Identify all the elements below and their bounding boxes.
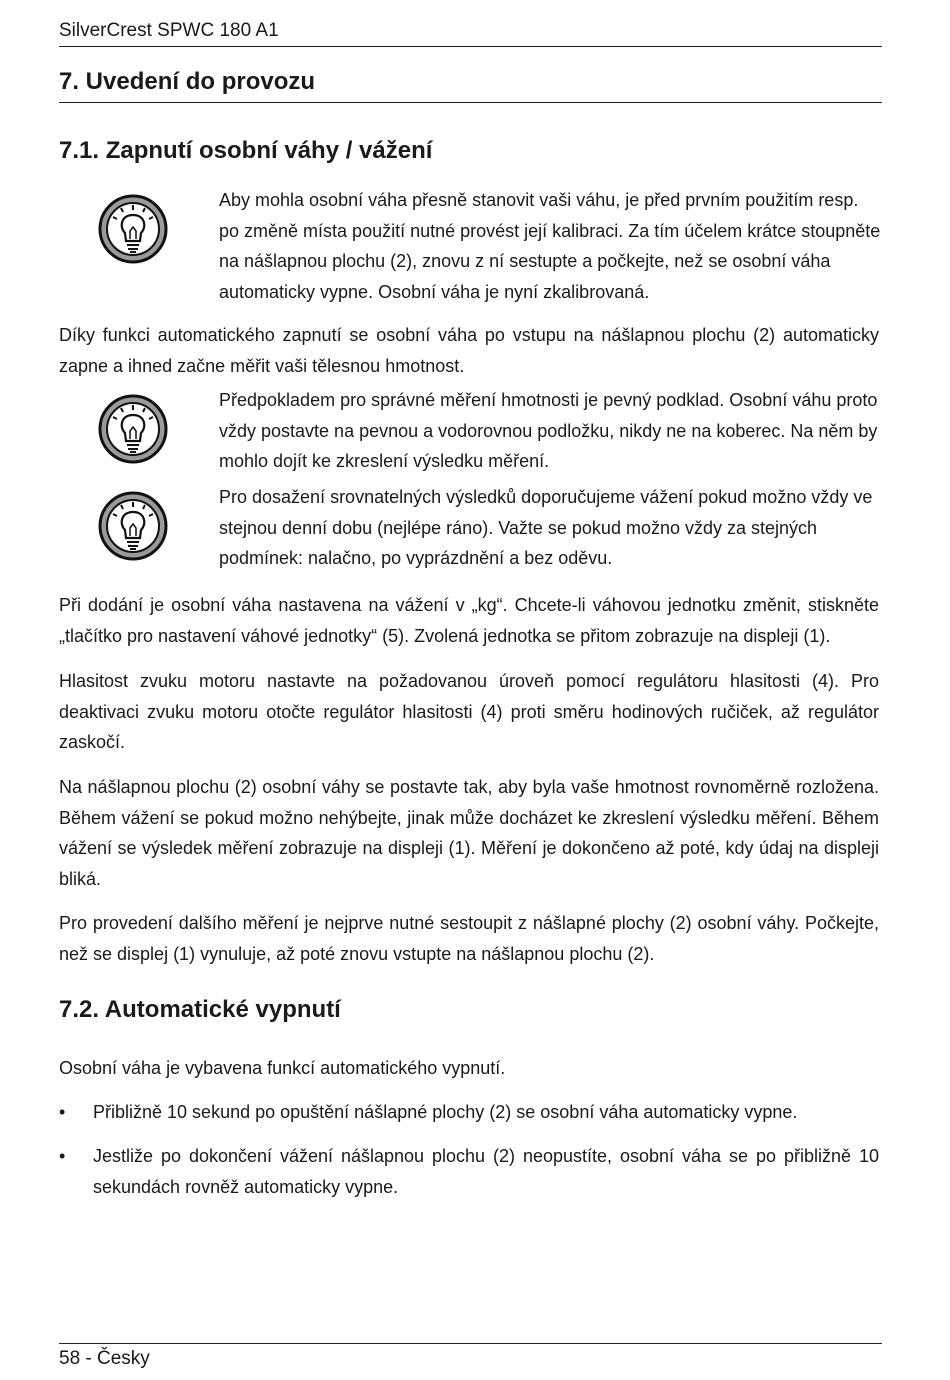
tip-calibration-text: Aby mohla osobní váha přesně stanovit vaši váhu, je před prvním použitím resp. po změně místa použití nutné provést její kalibraci. Za tím účelem krátce stoupněte na nášlapnou plochu (2), znovu z ní sestupte a počkejte, než se osobní váha automaticky vypne. Osobní váha je nyní zkalibrovaná. — [219, 190, 881, 302]
tip-comparable-text: Pro dosažení srovnatelných výsledků doporučujeme vážení pokud možno vždy ve stejnou denní dobu (nejlépe ráno). Važte se pokud možno vždy za stejných podmínek: nalačno, po vyprázdnění a bez oděvu. — [219, 487, 873, 568]
tip-surface — [59, 390, 882, 488]
header-rule — [59, 46, 882, 47]
paragraph-auto-off-intro: Osobní váha je vybavena funkcí automatického vypnutí. — [59, 1058, 506, 1078]
paragraph-next-measurement: Pro provedení dalšího měření je nejprve nutné sestoupit z nášlapné plochy (2) osobní váhy. Počkejte, než se displej (1) vynuluje, až poté znovu vstupte na nášlapnou plochu (2). — [59, 913, 879, 964]
tip-surface-text: Předpokladem pro správné měření hmotnosti je pevný podklad. Osobní váhu proto vždy postavte na pevnou a vodorovnou podložku, nikdy ne na koberec. Na něm by mohlo dojít ke zkreslení výsledku měření. — [219, 390, 878, 471]
section-7-title: 7. Uvedení do provozu — [59, 68, 316, 95]
list-item-text: Přibližně 10 sekund po opuštění nášlapné plochy (2) se osobní váha automaticky vypne. — [93, 1102, 798, 1122]
tip-calibration — [59, 190, 882, 302]
section-7-rule — [59, 102, 882, 103]
paragraph-auto-on: Díky funkci automatického zapnutí se osobní váha po vstupu na nášlapnou plochu (2) automaticky zapne a ihned začne měřit vaši tělesnou hmotnost. — [59, 325, 879, 376]
paragraph-weighing: Na nášlapnou plochu (2) osobní váhy se postavte tak, aby byla vaše hmotnost rovnoměrně rozložena. Během vážení se pokud možno nehýbejte, jinak může docházet ke zkreslení výsledku měření. Během vážení se výsledek měření zobrazuje na displeji (1). Měření je dokončeno až poté, kdy údaj na displeji bliká. — [59, 777, 879, 889]
paragraph-volume: Hlasitost zvuku motoru nastavte na požadovanou úroveň pomocí regulátoru hlasitosti (4). Pro deaktivaci zvuku motoru otočte regulátor hlasitosti (4) proti směru hodinových ručiček, až regulátor zaskočí. — [59, 671, 879, 752]
tip-comparable — [59, 487, 882, 585]
lightbulb-icon — [97, 393, 169, 465]
bullet-symbol: • — [59, 1146, 66, 1166]
lightbulb-icon — [97, 490, 169, 562]
footer-rule — [59, 1343, 882, 1344]
manual-page — [59, 0, 882, 1380]
paragraph-units: Při dodání je osobní váha nastavena na vážení v „kg“. Chcete-li váhovou jednotku změnit, stiskněte „tlačítko pro nastavení váhové jednotky“ (5). Zvolená jednotka se přitom zobrazuje na displeji (1). — [59, 595, 879, 646]
bullet-symbol: • — [59, 1102, 66, 1122]
list-item-text: Jestliže po dokončení vážení nášlapnou plochu (2) neopustíte, osobní váha se po přibližně 10 sekundách rovněž automaticky vypne. — [93, 1146, 879, 1197]
page-footer: 58 - Česky — [59, 1348, 150, 1369]
lightbulb-icon — [97, 193, 169, 265]
section-7-2-title: 7.2. Automatické vypnutí — [59, 996, 341, 1023]
page-header: SilverCrest SPWC 180 A1 — [59, 20, 279, 41]
section-7-1-title: 7.1. Zapnutí osobní váhy / vážení — [59, 137, 433, 164]
